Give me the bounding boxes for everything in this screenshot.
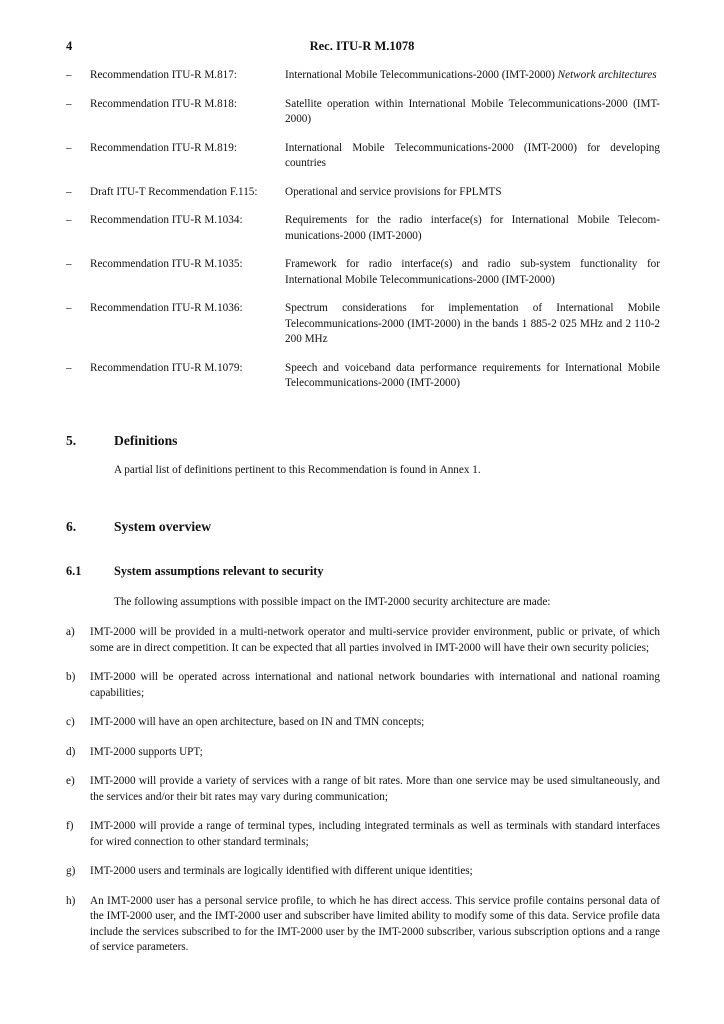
reference-item	[66, 257, 660, 288]
reference-name: Recommendation ITU-R M.819:	[90, 141, 237, 154]
reference-dash: –	[66, 361, 72, 374]
list-item-text: An IMT-2000 user has a personal service profile, to which he has direct access. This service profile contains personal data of the IMT-2000 user, and the IMT-2000 user and subscriber have limited ability to modify some of this data. Service profile data include the services subscribed to for the IMT-2000 user by the IMT-2000 subscriber, various subscription options and a range of service parameters.	[90, 894, 660, 953]
list-item-label: f)	[66, 820, 74, 832]
reference-title: Framework for radio interface(s) and radio sub-system functionality for International Mobile Telecommunications-2000 (IMT-2000)	[285, 258, 660, 286]
reference-item	[66, 185, 660, 201]
list-item	[66, 625, 660, 656]
reference-item	[66, 68, 660, 84]
reference-dash: –	[66, 185, 72, 198]
reference-name: Recommendation ITU-R M.1035:	[90, 258, 243, 270]
page-title: Rec. ITU-R M.1078	[309, 39, 415, 53]
reference-name: Recommendation ITU-R M.1034:	[90, 214, 243, 226]
section-text: A partial list of definitions pertinent to this Recommendation is found in Annex 1.	[114, 464, 481, 476]
section-number: 6.	[66, 519, 77, 534]
reference-item	[66, 361, 660, 392]
list-item-text: IMT-2000 will have an open architecture, based on IN and TMN concepts;	[90, 716, 425, 728]
reference-name: Recommendation ITU-R M.817:	[90, 69, 237, 81]
list-item-text: IMT-2000 will provide a range of terminal types, including integrated terminals as well as terminals with standard interfaces for wired connection to other standard terminals;	[90, 820, 660, 848]
list-item-text: IMT-2000 supports UPT;	[90, 745, 203, 758]
reference-title: Speech and voiceband data performance requirements for International Mobile Telecommunications-2000 (IMT-2000)	[285, 361, 660, 389]
reference-name: Recommendation ITU-R M.818:	[90, 97, 237, 110]
reference-dash: –	[66, 258, 72, 270]
list-item-label: h)	[66, 894, 76, 907]
page-number: 4	[66, 39, 73, 53]
list-item	[66, 894, 660, 956]
reference-title-italic: Network architectures	[557, 69, 657, 81]
list-item-label: g)	[66, 865, 76, 877]
assumptions-list	[66, 625, 660, 970]
reference-title-text: International Mobile Telecommunications-2000 (IMT-2000)	[285, 69, 555, 81]
reference-item	[66, 301, 660, 348]
reference-item	[66, 213, 660, 244]
reference-name: Recommendation ITU-R M.1079:	[90, 361, 243, 374]
subsection-heading	[66, 564, 660, 579]
list-item	[66, 819, 660, 850]
list-item	[66, 715, 660, 731]
section-number: 5.	[66, 433, 77, 448]
references-list	[66, 68, 660, 405]
list-item	[66, 745, 660, 761]
page-header	[66, 39, 658, 55]
reference-dash: –	[66, 141, 72, 154]
section-5	[66, 433, 660, 479]
list-item-text: IMT-2000 will provide a variety of services with a range of bit rates. More than one service may be used simultaneously, and the services and/or their bit rates may vary during communication;	[90, 775, 660, 803]
reference-title	[285, 68, 660, 84]
list-item-label: b)	[66, 671, 76, 683]
list-item-label: a)	[66, 626, 75, 638]
reference-dash: –	[66, 302, 72, 314]
list-item	[66, 670, 660, 701]
list-item	[66, 864, 660, 880]
reference-item	[66, 141, 660, 172]
list-item-label: e)	[66, 775, 75, 787]
list-item-text: IMT-2000 users and terminals are logically identified with different unique identities;	[90, 865, 473, 877]
subsection-intro: The following assumptions with possible impact on the IMT-2000 security architecture are made:	[114, 596, 551, 608]
list-item	[66, 774, 660, 805]
section-6	[66, 519, 660, 535]
list-item-label: d)	[66, 745, 76, 758]
section-heading	[66, 433, 660, 449]
list-item-label: c)	[66, 716, 75, 728]
reference-title: Operational and service provisions for FPLMTS	[285, 185, 502, 198]
section-heading	[66, 519, 660, 535]
reference-dash: –	[66, 214, 72, 226]
reference-title: Requirements for the radio interface(s) for International Mobile Telecom-munications-2000 (IMT-2000)	[285, 214, 660, 242]
section-title: Definitions	[114, 433, 178, 448]
subsection-number: 6.1	[66, 564, 82, 578]
reference-title: Satellite operation within International Mobile Telecommunications-2000 (IMT-2000)	[285, 97, 660, 125]
reference-dash: –	[66, 97, 72, 110]
section-6-1	[66, 564, 660, 611]
reference-title: International Mobile Telecommunications-2000 (IMT-2000) for developing countries	[285, 141, 660, 169]
reference-title: Spectrum considerations for implementation of International Mobile Telecommunications-2000 (IMT-2000) in the bands 1 885-2 025 MHz and 2 110-2 200 MHz	[285, 302, 660, 345]
list-item-text: IMT-2000 will be operated across international and national network boundaries with international and national roaming capabilities;	[90, 671, 660, 699]
subsection-title: System assumptions relevant to security	[114, 564, 324, 578]
section-title: System overview	[114, 519, 212, 534]
list-item-text: IMT-2000 will be provided in a multi-network operator and multi-service provider environment, public or private, of which some are in direct competition. It can be expected that all parties involved in IMT-2000 will have their own security policies;	[90, 626, 660, 654]
reference-name: Draft ITU-T Recommendation F.115:	[90, 185, 258, 198]
reference-name: Recommendation ITU-R M.1036:	[90, 302, 243, 314]
reference-dash: –	[66, 69, 72, 81]
reference-item	[66, 97, 660, 128]
